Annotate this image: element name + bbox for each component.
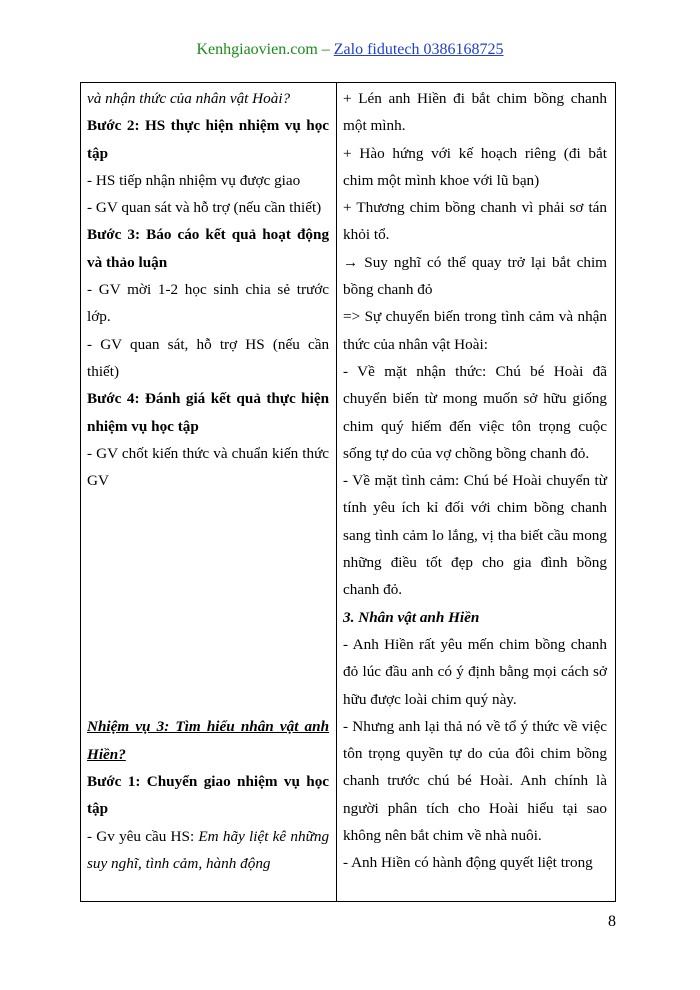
step1-prefix: - Gv yêu cầu HS: (87, 827, 199, 845)
section3-item: - Anh Hiền có hành động quyết liệt trong (343, 854, 593, 872)
header-dash: – (321, 41, 330, 58)
answer-item: + Hào hứng với kế hoạch riêng (đi bắt chim một mình khoe với lũ bạn) (343, 144, 607, 189)
zalo-link[interactable]: Zalo fidutech 0386168725 (333, 41, 504, 58)
answer-item: + Lén anh Hiền đi bắt chim bồng chanh một mình. (343, 90, 607, 135)
page-number: 8 (608, 913, 616, 930)
step3-title: Bước 3: Báo cáo kết quả hoạt động và thảo luận (87, 226, 330, 271)
answer-item: - Về mặt nhận thức: Chú bé Hoài đã chuyển biến từ mong muốn sở hữu giống chim quý hiếm đến việc tôn trọng cuộc sống tự do của vợ chồng bồng chanh đỏ. (343, 362, 607, 462)
right-column (337, 83, 615, 901)
site-link[interactable]: Kenhgiaovien.com (196, 41, 318, 58)
step3-item: - GV quan sát, hỗ trợ HS (nếu cần thiết) (87, 335, 330, 380)
step2-title: Bước 2: HS thực hiện nhiệm vụ học tập (87, 117, 330, 162)
left-column (81, 83, 337, 901)
answer-item: + Thương chim bồng chanh vì phải sơ tán khỏi tổ. (343, 199, 607, 244)
column-spacer (87, 494, 329, 713)
lesson-table (80, 82, 616, 902)
section3-title: 3. Nhân vật anh Hiền (343, 608, 480, 626)
answer-item: => Sự chuyển biến trong tình cảm và nhận thức của nhân vật Hoài: (343, 308, 607, 353)
step1-text: Em hãy liệt kê những suy nghĩ, tình cảm, hành động (87, 827, 330, 872)
intro-question: và nhận thức của nhân vật Hoài? (87, 90, 291, 107)
page-header (0, 40, 700, 60)
section3-item: - Nhưng anh lại thả nó về tổ ý thức về việc tôn trọng quyền tự do của đôi chim bồng chanh trước chú bé Hoài. Anh chính là người phân tích cho Hoài hiểu tại sao không nên bắt chim về nhà nuôi. (343, 717, 607, 845)
step2-item: - GV quan sát và hỗ trợ (nếu cần thiết) (87, 199, 322, 217)
answer-item: → Suy nghĩ có thể quay trở lại bắt chim bồng chanh đỏ (343, 253, 607, 299)
answer-item: - Về mặt tình cảm: Chú bé Hoài chuyển từ tính yêu ích kỉ đối với chim bồng chanh sang tình cảm lo lắng, vị tha biết cầu mong những điều tốt đẹp cho gia đình bồng chanh đỏ. (343, 472, 607, 599)
step3-item: - GV mời 1-2 học sinh chia sẻ trước lớp. (87, 281, 330, 326)
step4-title: Bước 4: Đánh giá kết quả thực hiện nhiệm vụ học tập (87, 390, 330, 435)
step2-item: - HS tiếp nhận nhiệm vụ được giao (87, 171, 301, 189)
step1-instruction (87, 823, 329, 878)
step4-item: - GV chốt kiến thức và chuẩn kiến thức GV (87, 444, 330, 490)
section3-item: - Anh Hiền rất yêu mến chim bồng chanh đỏ lúc đầu anh có ý định bằng mọi cách sở hữu được loài chim quý này. (343, 635, 607, 708)
task3-title: Nhiệm vụ 3: Tìm hiểu nhân vật anh Hiền? (87, 718, 330, 763)
step1-title: Bước 1: Chuyển giao nhiệm vụ học tập (87, 773, 330, 818)
